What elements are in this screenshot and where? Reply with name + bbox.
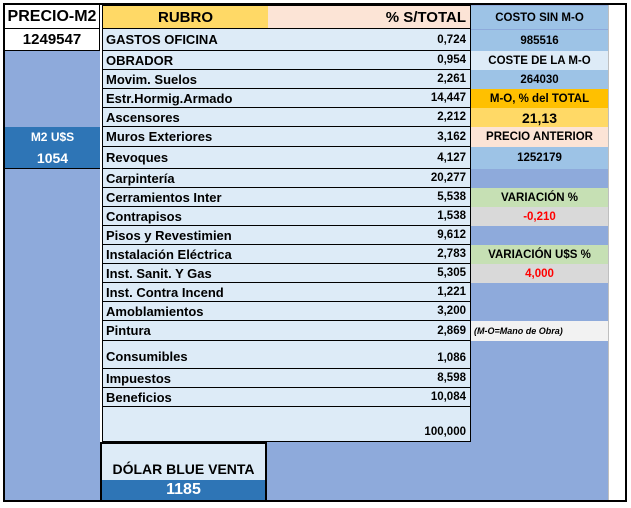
row-name: Instalación Eléctrica <box>106 246 232 262</box>
variacion-usd-label: VARIACIÓN U$S % <box>471 245 608 264</box>
row-name: Contrapisos <box>106 208 182 224</box>
row-name: Pintura <box>106 323 151 338</box>
table-row <box>102 29 471 51</box>
table-row <box>102 207 471 226</box>
row-value: 1,221 <box>437 286 466 298</box>
mano-de-obra-note: (M-O=Mano de Obra) <box>471 321 608 341</box>
table-row <box>102 226 471 245</box>
left-panel <box>5 50 100 500</box>
row-name: Inst. Sanit. Y Gas <box>106 265 212 281</box>
table-row <box>102 264 471 283</box>
row-value: 2,783 <box>437 248 466 260</box>
row-name: Movim. Suelos <box>106 71 198 87</box>
row-value: 4,127 <box>437 151 466 164</box>
row-value: 5,538 <box>437 191 466 203</box>
row-value: 9,612 <box>437 229 466 241</box>
total-row <box>102 407 471 442</box>
precio-m2-label: PRECIO-M2 <box>5 5 100 29</box>
row-name: Impuestos <box>106 370 172 386</box>
costo-sin-mo-value: 985516 <box>471 30 608 51</box>
row-value: 3,162 <box>437 130 466 143</box>
row-value: 2,261 <box>437 73 466 85</box>
row-value: 20,277 <box>430 172 466 184</box>
table-row <box>102 245 471 264</box>
row-value: 2,869 <box>437 324 466 337</box>
table-row <box>102 388 471 407</box>
row-value: 0,954 <box>437 54 466 66</box>
row-name: Consumibles <box>106 349 188 364</box>
row-value: 8,598 <box>437 372 466 384</box>
mo-pct-value: 21,13 <box>471 108 608 127</box>
row-value: 1,086 <box>437 352 466 364</box>
right-panel-empty-col <box>608 5 625 500</box>
precio-m2-value: 1249547 <box>5 29 100 51</box>
table-row <box>102 51 471 70</box>
precio-anterior-value: 1252179 <box>471 147 608 169</box>
mo-pct-label: M-O, % del TOTAL <box>471 89 608 108</box>
row-name: Muros Exteriores <box>106 129 213 144</box>
m2-usd-label: M2 U$S <box>5 127 100 147</box>
row-value: 5,305 <box>437 267 466 279</box>
table-row <box>102 70 471 89</box>
costo-sin-mo-label: COSTO SIN M-O <box>471 6 608 29</box>
table-row <box>102 169 471 188</box>
pct-total-header: % S/TOTAL <box>268 6 470 28</box>
row-name: Ascensores <box>106 109 180 125</box>
table-row <box>102 127 471 147</box>
row-name: Inst. Contra Incend <box>106 284 224 300</box>
row-name: Estr.Hormig.Armado <box>106 90 233 106</box>
row-value: 2,212 <box>437 111 466 123</box>
row-name: Pisos y Revestimien <box>106 227 232 243</box>
table-row <box>102 321 471 341</box>
dolar-blue-label: DÓLAR BLUE VENTA <box>112 460 255 477</box>
variacion-usd-value: 4,000 <box>471 264 608 283</box>
table-row <box>102 108 471 127</box>
row-name: Amoblamientos <box>106 303 204 319</box>
table-row <box>102 341 471 369</box>
row-value: 10,084 <box>430 391 466 403</box>
row-value: 3,200 <box>437 305 466 317</box>
precio-anterior-label: PRECIO ANTERIOR <box>471 127 608 147</box>
coste-mo-label: COSTE DE LA M-O <box>471 51 608 70</box>
table-row <box>102 89 471 108</box>
row-value: 14,447 <box>430 92 466 104</box>
row-name: GASTOS OFICINA <box>106 32 218 47</box>
table-row <box>102 283 471 302</box>
bottom-fill <box>266 442 471 500</box>
row-name: Cerramientos Inter <box>106 189 222 205</box>
table-row <box>102 302 471 321</box>
row-name: Carpintería <box>106 170 175 186</box>
variacion-value: -0,210 <box>471 207 608 226</box>
table-row <box>102 147 471 169</box>
rubro-header: RUBRO <box>103 6 268 28</box>
table-row <box>102 188 471 207</box>
row-name: Beneficios <box>106 389 172 405</box>
row-name: OBRADOR <box>106 52 174 68</box>
row-value: 1,538 <box>437 210 466 222</box>
dolar-blue-value: 1185 <box>102 480 265 500</box>
coste-mo-value: 264030 <box>471 70 608 89</box>
row-value: 0,724 <box>437 33 466 46</box>
total-value: 100,000 <box>424 426 466 438</box>
row-name: Revoques <box>106 150 169 165</box>
table-row <box>102 369 471 388</box>
m2-usd-value: 1054 <box>5 147 100 169</box>
variacion-label: VARIACIÓN % <box>471 188 608 207</box>
